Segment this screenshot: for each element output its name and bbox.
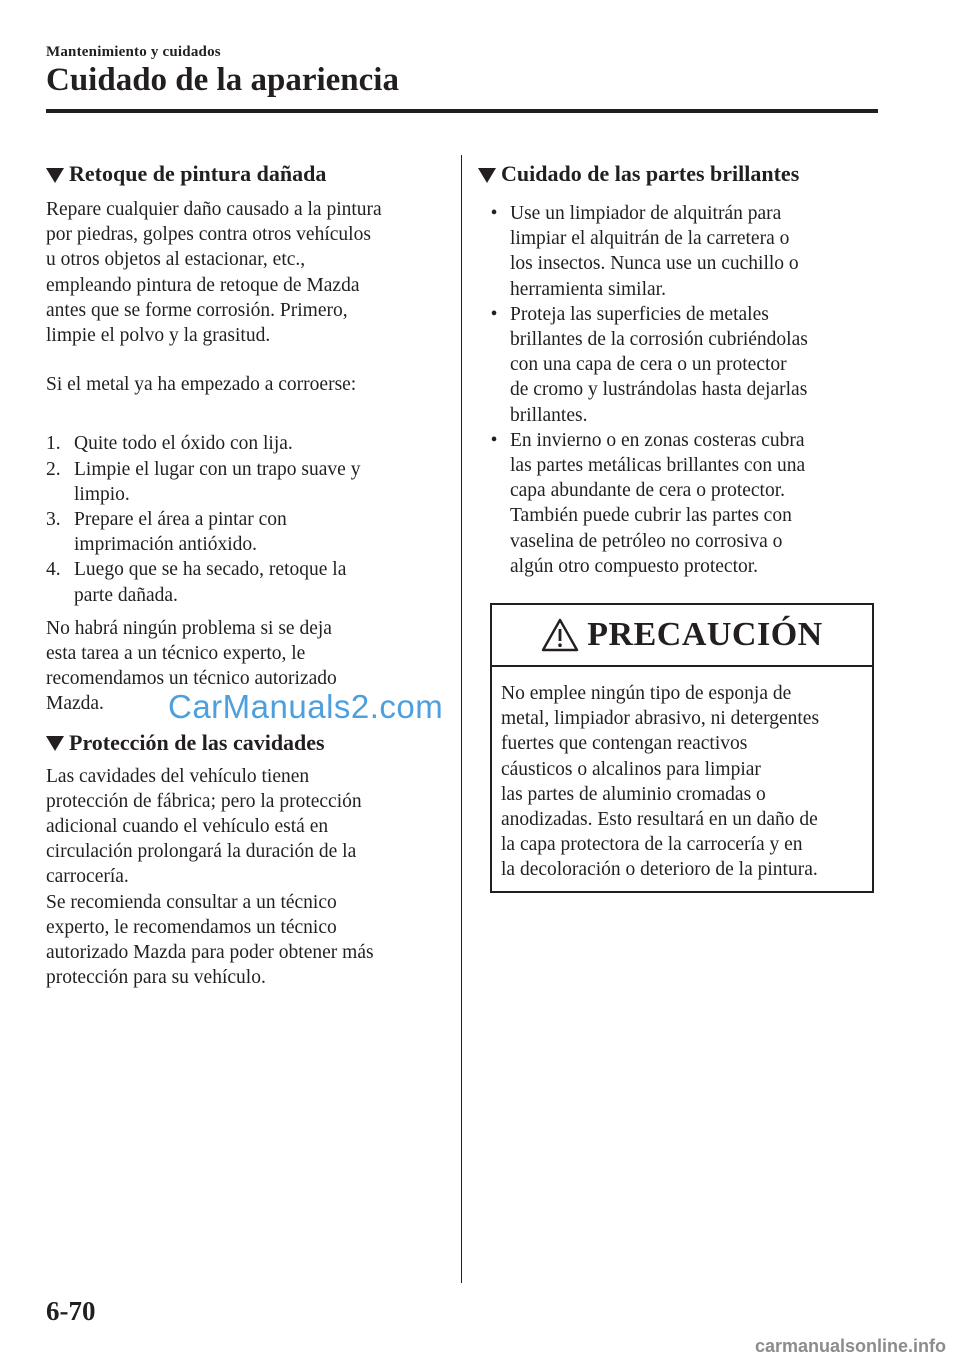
bullet-text: algún otro compuesto protector. [510, 555, 759, 577]
bullet-text: herramienta similar. [510, 278, 666, 300]
column-divider [461, 155, 462, 1283]
step-number: 2. [46, 458, 61, 480]
bullet-text: Proteja las superficies de metales [510, 303, 769, 325]
text-line: Las cavidades del vehículo tienen [46, 765, 310, 787]
step-number: 3. [46, 509, 61, 531]
text-line: autorizado Mazda para poder obtener más [46, 942, 374, 964]
bullet-dot: • [490, 203, 498, 224]
left-column [46, 157, 444, 990]
text-line: carrocería. [46, 866, 129, 888]
bullet-text: También puede cubrir las partes con [510, 505, 792, 527]
header-rule [46, 109, 878, 113]
text-line: u otros objetos al estacionar, etc., [46, 249, 306, 271]
page-title: Cuidado de la apariencia [46, 62, 399, 98]
caution-box [490, 603, 874, 893]
paragraph-corrosion: Si el metal ya ha empezado a corroerse: [46, 374, 357, 396]
text-line: las partes de aluminio cromadas o [501, 783, 766, 805]
text-line: la decoloración o deterioro de la pintura. [501, 859, 818, 881]
step-text: parte dañada. [74, 584, 178, 606]
paragraph-retoque-intro [46, 197, 444, 348]
text-line: recomendamos un técnico autorizado [46, 668, 337, 690]
bullet-dot: • [490, 303, 498, 325]
text-line: limpie el polvo y la grasitud. [46, 325, 271, 347]
heading-retoque [46, 157, 444, 191]
text-line: cáusticos o alcalinos para limpiar [501, 758, 761, 780]
bullet-text: Use un limpiador de alquitrán para [510, 203, 782, 224]
step-number: 1. [46, 433, 61, 455]
step-text: limpio. [74, 483, 130, 505]
triangle-bullet-icon [478, 168, 496, 183]
bullet-text: los insectos. Nunca use un cuchillo o [510, 253, 799, 275]
right-column [478, 157, 878, 579]
steps-list [46, 431, 444, 607]
list-item [46, 457, 444, 507]
list-item [46, 431, 444, 456]
triangle-bullet-icon [46, 736, 64, 751]
text-line: anodizadas. Esto resultará en un daño de [501, 809, 818, 831]
list-item [46, 557, 444, 607]
page-number: 6-70 [46, 1296, 96, 1326]
footer-site-link[interactable]: carmanualsonline.info [754, 1336, 946, 1356]
list-item [46, 507, 444, 557]
bullet-text: En invierno o en zonas costeras cubra [510, 429, 805, 451]
text-line: Mazda. [46, 693, 104, 715]
text-line: metal, limpiador abrasivo, ni detergentes [501, 708, 820, 730]
caution-text [492, 667, 872, 883]
list-item [478, 428, 878, 579]
bullet-text: vaselina de petróleo no corrosiva o [510, 530, 783, 552]
text-line: No habrá ningún problema si se deja [46, 617, 332, 639]
text-line: fuertes que contengan reactivos [501, 733, 748, 755]
caution-title: PRECAUCIÓN [587, 616, 823, 653]
bullet-dot: • [490, 429, 498, 451]
bullet-list [478, 201, 878, 579]
text-line: antes que se forme corrosión. Primero, [46, 299, 348, 321]
caution-header [492, 605, 872, 667]
heading-cavidades [46, 726, 444, 760]
text-line: empleando pintura de retoque de Mazda [46, 274, 360, 296]
text-line: protección de fábrica; pero la protección [46, 790, 362, 812]
text-line: por piedras, golpes contra otros vehículos [46, 224, 371, 246]
step-number: 4. [46, 559, 61, 581]
bullet-text: brillantes de la corrosión cubriéndolas [510, 329, 808, 351]
text-line: Repare cualquier daño causado a la pintura [46, 199, 382, 220]
bullet-text: limpiar el alquitrán de la carretera o [510, 228, 790, 250]
heading-brillantes-text: Cuidado de las partes brillantes [501, 161, 800, 186]
text-line: No emplee ningún tipo de esponja de [501, 683, 792, 704]
step-text: Prepare el área a pintar con [74, 509, 287, 531]
list-item [478, 302, 878, 428]
bullet-text: de cromo y lustrándolas hasta dejarlas [510, 379, 808, 401]
text-line: adicional cuando el vehículo está en [46, 816, 329, 838]
step-text: Limpie el lugar con un trapo suave y [74, 458, 361, 480]
bullet-text: brillantes. [510, 404, 588, 426]
warning-triangle-icon [541, 618, 579, 652]
triangle-bullet-icon [46, 168, 64, 183]
heading-brillantes [478, 157, 878, 191]
paragraph-cavidades [46, 764, 444, 991]
step-text: Quite todo el óxido con lija. [74, 433, 293, 455]
step-text: Luego que se ha secado, retoque la [74, 559, 347, 581]
bullet-text: con una capa de cera o un protector [510, 354, 787, 376]
text-line: experto, le recomendamos un técnico [46, 916, 337, 938]
heading-retoque-text: Retoque de pintura dañada [69, 161, 327, 186]
text-line: la capa protectora de la carrocería y en [501, 834, 803, 856]
bullet-text: las partes metálicas brillantes con una [510, 455, 806, 477]
text-line: protección para su vehículo. [46, 967, 266, 989]
watermark: CarManuals2.com [168, 688, 444, 725]
text-line: circulación prolongará la duración de la [46, 841, 357, 863]
text-line: Se recomienda consultar a un técnico [46, 891, 337, 913]
heading-cavidades-text: Protección de las cavidades [69, 729, 325, 755]
text-line: esta tarea a un técnico experto, le [46, 643, 306, 665]
step-text: imprimación antióxido. [74, 534, 258, 556]
list-item [478, 201, 878, 302]
bullet-text: capa abundante de cera o protector. [510, 480, 786, 502]
section-label: Mantenimiento y cuidados [46, 44, 221, 60]
